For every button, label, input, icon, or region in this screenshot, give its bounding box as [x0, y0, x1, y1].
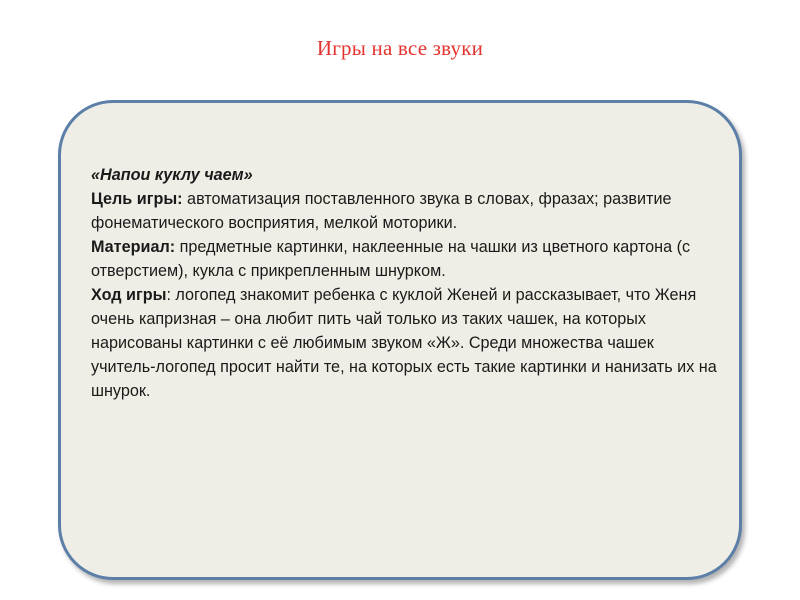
procedure-label: Ход игры [91, 286, 167, 304]
material-label: Материал: [91, 238, 176, 256]
card-content [91, 163, 721, 403]
material-text: предметные картинки, наклеенные на чашки из цветного картона (с отверстием), кукла с прикрепленным шнурком. [91, 238, 691, 280]
procedure-paragraph [91, 283, 721, 403]
goal-text: автоматизация поставленного звука в словах, фразах; развитие фонематического восприятия, мелкой моторики. [91, 190, 672, 232]
game-name: «Напои куклу чаем» [91, 166, 253, 184]
goal-label: Цель игры: [91, 190, 183, 208]
material-paragraph [91, 235, 721, 283]
procedure-text: : логопед знакомит ребенка с куклой Женей и рассказывает, что Женя очень капризная – она любит пить чай только из таких чашек, на которых нарисованы картинки с её любимым звуком «Ж». Среди множества чашек учитель-логопед просит найти те, на которых есть такие картинки и нанизать их на шнурок. [91, 286, 717, 400]
game-description-card [58, 100, 742, 580]
goal-paragraph [91, 187, 721, 235]
slide-title: Игры на все звуки [316, 36, 484, 60]
